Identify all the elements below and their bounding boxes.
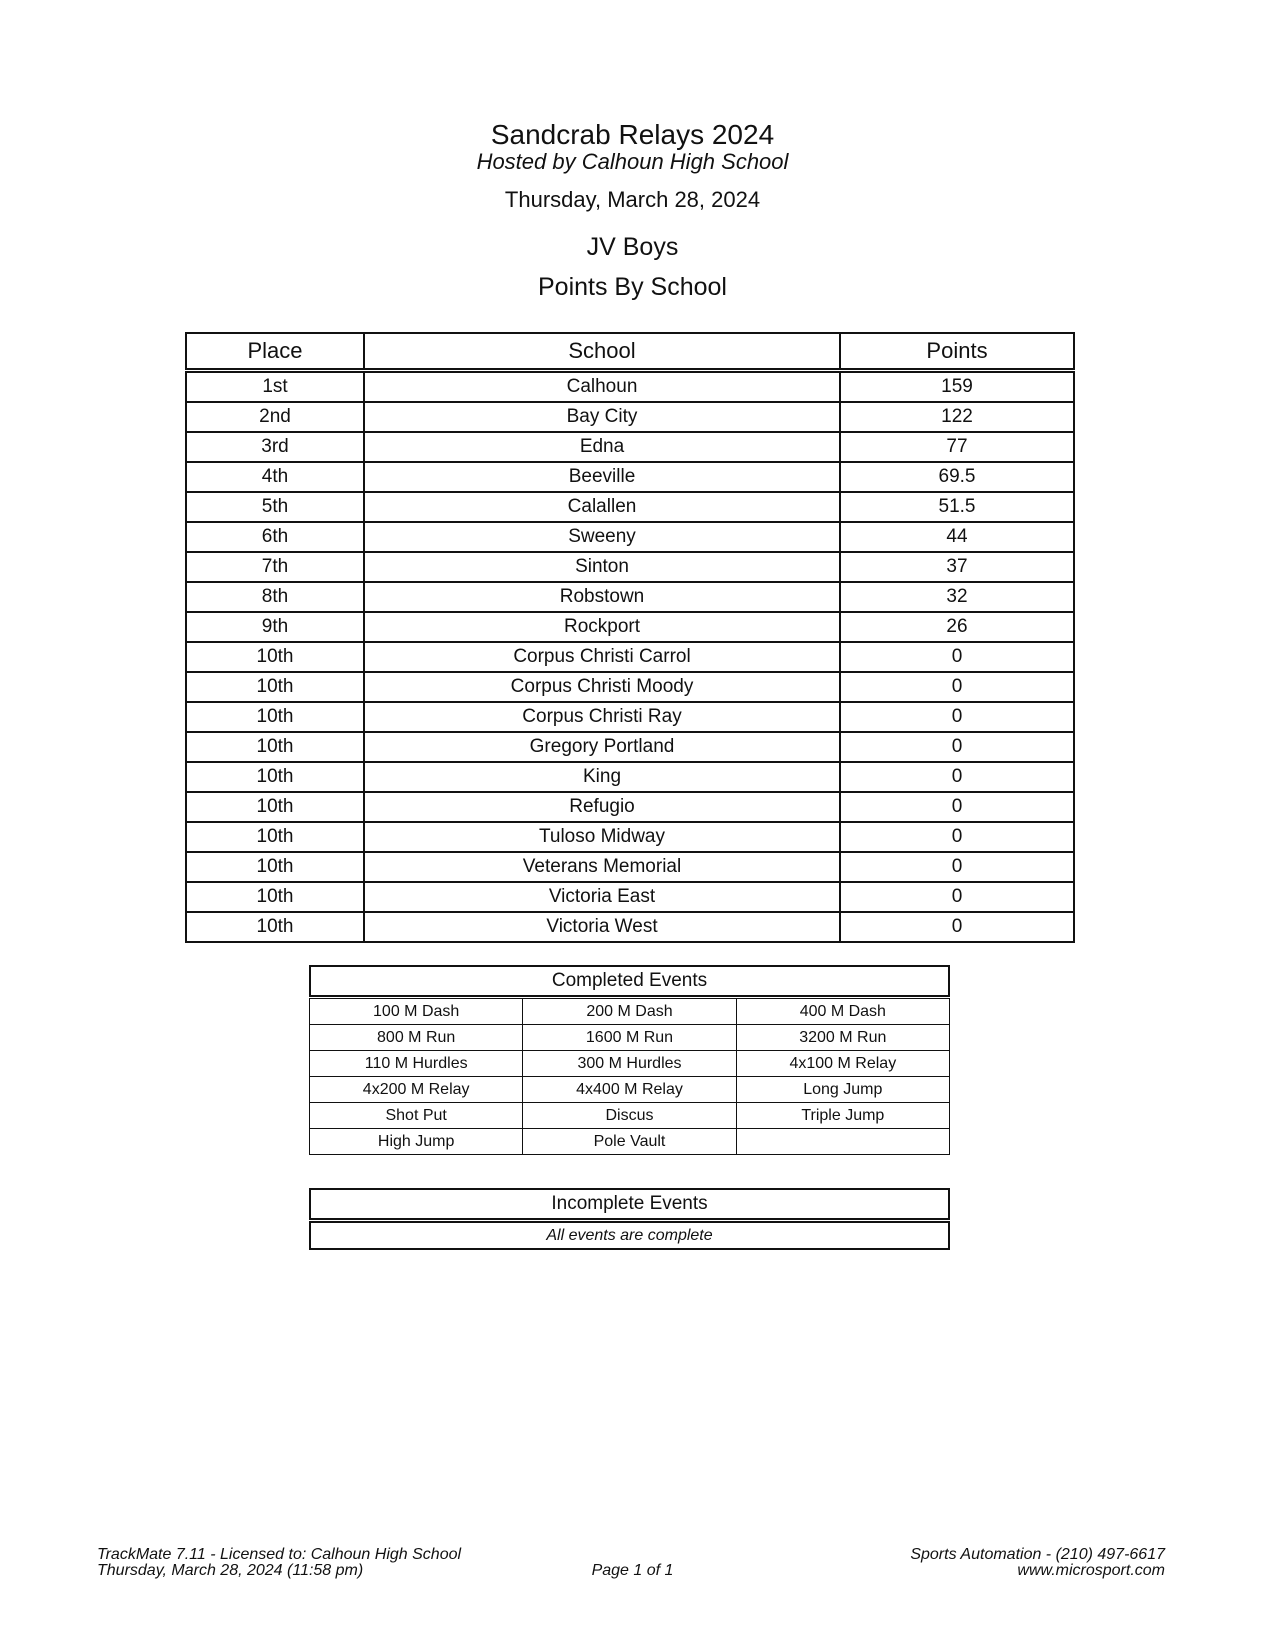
- division-title: JV Boys: [586, 233, 679, 261]
- table-row: [186, 462, 1074, 492]
- cell-place: 7th: [186, 552, 364, 582]
- footer-website: www.microsport.com: [1017, 1562, 1165, 1579]
- cell-school: Corpus Christi Moody: [364, 672, 840, 702]
- cell-school: Veterans Memorial: [364, 852, 840, 882]
- event-row: [310, 1103, 950, 1129]
- table-row: [186, 882, 1074, 912]
- event-row: [310, 1025, 950, 1051]
- cell-points: 0: [840, 732, 1074, 762]
- completed-events-title: Completed Events: [310, 966, 949, 996]
- event-cell: 800 M Run: [310, 1025, 523, 1051]
- cell-points: 0: [840, 822, 1074, 852]
- points-table: [185, 371, 1075, 943]
- cell-school: Beeville: [364, 462, 840, 492]
- cell-place: 10th: [186, 702, 364, 732]
- table-row: [186, 732, 1074, 762]
- footer-printed: Thursday, March 28, 2024 (11:58 pm): [97, 1562, 364, 1579]
- event-row: [310, 999, 950, 1025]
- cell-points: 32: [840, 582, 1074, 612]
- event-cell: 100 M Dash: [310, 999, 523, 1025]
- event-cell: 300 M Hurdles: [523, 1051, 736, 1077]
- cell-school: Gregory Portland: [364, 732, 840, 762]
- cell-place: 3rd: [186, 432, 364, 462]
- cell-points: 0: [840, 642, 1074, 672]
- table-row: [186, 792, 1074, 822]
- event-cell: 4x100 M Relay: [736, 1051, 949, 1077]
- event-cell: 1600 M Run: [523, 1025, 736, 1051]
- cell-place: 10th: [186, 732, 364, 762]
- cell-points: 0: [840, 762, 1074, 792]
- column-header-points: Points: [840, 333, 1074, 369]
- event-cell: 400 M Dash: [736, 999, 949, 1025]
- cell-place: 8th: [186, 582, 364, 612]
- incomplete-events-table: [309, 1221, 950, 1250]
- incomplete-events-header: [309, 1188, 950, 1220]
- event-row: [310, 1051, 950, 1077]
- footer-software: TrackMate 7.11 - Licensed to: Calhoun High School: [97, 1546, 462, 1563]
- footer-right: [910, 1547, 1165, 1579]
- event-cell: Shot Put: [310, 1103, 523, 1129]
- incomplete-events-title: Incomplete Events: [310, 1189, 949, 1219]
- meet-title: Sandcrab Relays 2024: [490, 119, 775, 150]
- cell-place: 10th: [186, 822, 364, 852]
- cell-place: 9th: [186, 612, 364, 642]
- cell-school: Sinton: [364, 552, 840, 582]
- event-cell: 4x200 M Relay: [310, 1077, 523, 1103]
- footer-vendor: Sports Automation - (210) 497-6617: [910, 1546, 1165, 1563]
- cell-school: Sweeny: [364, 522, 840, 552]
- cell-place: 5th: [186, 492, 364, 522]
- completed-events-table: [309, 998, 950, 1155]
- cell-points: 0: [840, 672, 1074, 702]
- table-row: [186, 642, 1074, 672]
- cell-points: 77: [840, 432, 1074, 462]
- event-row: [310, 1077, 950, 1103]
- cell-place: 10th: [186, 882, 364, 912]
- cell-points: 0: [840, 792, 1074, 822]
- table-row: [186, 582, 1074, 612]
- cell-place: 2nd: [186, 402, 364, 432]
- cell-place: 10th: [186, 762, 364, 792]
- footer-page-number: Page 1 of 1: [591, 1562, 674, 1579]
- cell-place: 10th: [186, 852, 364, 882]
- incomplete-events-message: All events are complete: [310, 1222, 949, 1249]
- cell-school: Bay City: [364, 402, 840, 432]
- event-cell: 4x400 M Relay: [523, 1077, 736, 1103]
- table-row: [186, 432, 1074, 462]
- event-cell: Pole Vault: [523, 1129, 736, 1155]
- cell-school: Victoria East: [364, 882, 840, 912]
- column-header-place: Place: [186, 333, 364, 369]
- cell-school: Corpus Christi Ray: [364, 702, 840, 732]
- cell-place: 10th: [186, 642, 364, 672]
- cell-place: 6th: [186, 522, 364, 552]
- table-row: [186, 912, 1074, 942]
- table-row: [186, 852, 1074, 882]
- cell-place: 10th: [186, 792, 364, 822]
- table-row: [186, 672, 1074, 702]
- cell-school: Rockport: [364, 612, 840, 642]
- cell-points: 159: [840, 372, 1074, 402]
- event-row: [310, 1129, 950, 1155]
- table-row: [186, 402, 1074, 432]
- event-cell: 110 M Hurdles: [310, 1051, 523, 1077]
- table-row: [186, 372, 1074, 402]
- cell-school: Edna: [364, 432, 840, 462]
- cell-school: Refugio: [364, 792, 840, 822]
- event-cell: Long Jump: [736, 1077, 949, 1103]
- event-cell: 3200 M Run: [736, 1025, 949, 1051]
- cell-points: 37: [840, 552, 1074, 582]
- cell-place: 1st: [186, 372, 364, 402]
- event-cell: 200 M Dash: [523, 999, 736, 1025]
- cell-school: Tuloso Midway: [364, 822, 840, 852]
- cell-school: Corpus Christi Carrol: [364, 642, 840, 672]
- table-row: [186, 522, 1074, 552]
- table-row: [186, 822, 1074, 852]
- cell-points: 0: [840, 702, 1074, 732]
- cell-points: 0: [840, 882, 1074, 912]
- cell-points: 122: [840, 402, 1074, 432]
- cell-points: 69.5: [840, 462, 1074, 492]
- event-cell: Triple Jump: [736, 1103, 949, 1129]
- meet-host: Hosted by Calhoun High School: [476, 149, 789, 174]
- cell-place: 10th: [186, 672, 364, 702]
- table-row: [186, 552, 1074, 582]
- cell-school: King: [364, 762, 840, 792]
- cell-points: 51.5: [840, 492, 1074, 522]
- cell-school: Victoria West: [364, 912, 840, 942]
- table-row: [186, 762, 1074, 792]
- event-cell: Discus: [523, 1103, 736, 1129]
- cell-points: 44: [840, 522, 1074, 552]
- cell-points: 0: [840, 912, 1074, 942]
- cell-place: 4th: [186, 462, 364, 492]
- event-cell: High Jump: [310, 1129, 523, 1155]
- meet-date: Thursday, March 28, 2024: [504, 187, 761, 212]
- table-row: [186, 702, 1074, 732]
- cell-school: Robstown: [364, 582, 840, 612]
- cell-place: 10th: [186, 912, 364, 942]
- column-header-school: School: [364, 333, 840, 369]
- cell-school: Calallen: [364, 492, 840, 522]
- table-row: [186, 492, 1074, 522]
- table-row: [186, 612, 1074, 642]
- event-cell: [736, 1129, 949, 1155]
- points-table-header: [185, 332, 1075, 370]
- report-title: Points By School: [538, 273, 727, 301]
- completed-events-header: [309, 965, 950, 997]
- cell-points: 26: [840, 612, 1074, 642]
- cell-school: Calhoun: [364, 372, 840, 402]
- cell-points: 0: [840, 852, 1074, 882]
